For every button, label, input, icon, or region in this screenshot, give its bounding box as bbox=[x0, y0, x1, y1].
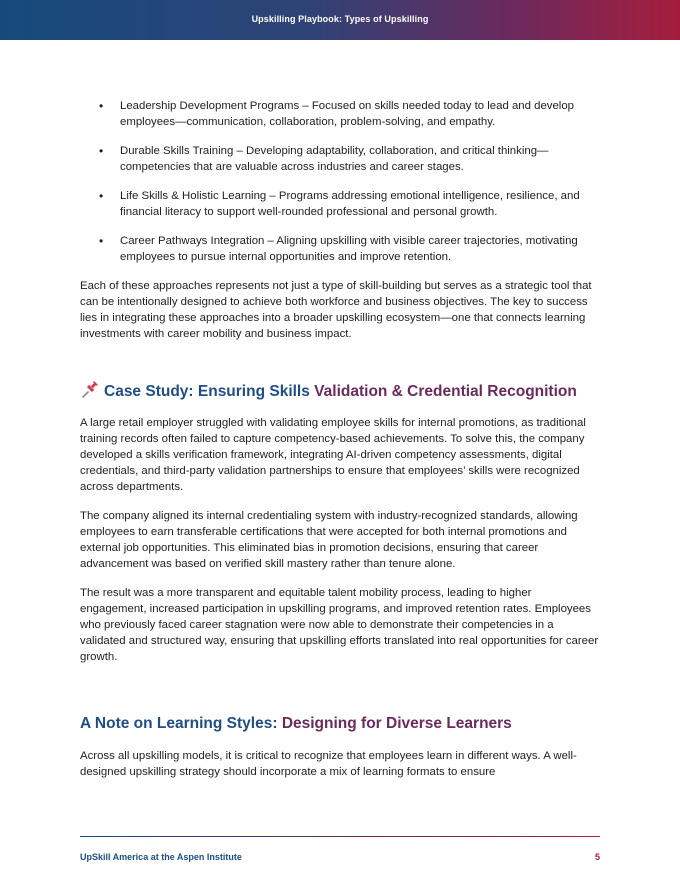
list-item-text: Durable Skills Training – Developing adaptability, collaboration, and critical thinking—competencies that are valuable across industries and career stages. bbox=[120, 145, 549, 173]
case-study-heading-part2: Validation & Credential Recognition bbox=[314, 383, 577, 400]
list-item bbox=[80, 98, 600, 130]
case-study-body bbox=[80, 415, 600, 678]
learning-styles-heading bbox=[80, 714, 620, 734]
page-number: 5 bbox=[594, 852, 600, 862]
running-header-title: Upskilling Playbook: Types of Upskilling bbox=[251, 14, 429, 24]
intro-section bbox=[80, 98, 600, 355]
case-study-heading-part1: Case Study: Ensuring Skills bbox=[104, 383, 315, 400]
list-item-text: Leadership Development Programs – Focused on skills needed today to lead and develop employees—communication, collaboration, problem-solving, and empathy. bbox=[120, 100, 575, 128]
case-study-paragraph: The result was a more transparent and equitable talent mobility process, leading to higher engagement, increased participation in upskilling programs, and improved retention rates. Employees who previously faced career stagnation were now able to demonstrate their competencies in a validated and structured way, ensuring that upskilling efforts translated into real opportunities for career growth. bbox=[80, 587, 599, 663]
upskilling-types-list bbox=[80, 98, 600, 265]
learning-styles-heading-part1: A Note on Learning Styles: bbox=[80, 715, 282, 732]
learning-styles-body bbox=[80, 748, 600, 793]
list-item-text: Life Skills & Holistic Learning – Programs addressing emotional intelligence, resilience, and financial literacy to support well-rounded professional and personal growth. bbox=[120, 190, 580, 218]
learning-styles-paragraph: Across all upskilling models, it is critical to recognize that employees learn in different ways. A well-designed upskilling strategy should incorporate a mix of learning formats to ensure bbox=[80, 750, 577, 778]
bullet-icon: • bbox=[99, 99, 104, 113]
bullet-icon: • bbox=[99, 144, 104, 158]
case-study-heading bbox=[80, 381, 620, 402]
learning-styles-heading-part2: Designing for Diverse Learners bbox=[281, 715, 512, 732]
bullet-icon: • bbox=[99, 189, 104, 203]
list-item bbox=[80, 233, 600, 265]
bullet-icon: • bbox=[99, 234, 104, 248]
case-study-paragraph: A large retail employer struggled with validating employee skills for internal promotions, as traditional training records often failed to capture competency-based achievements. To solve this, the company developed a skills verification framework, integrating AI-driven competency assessments, digital credentials, and third-party validation partnerships to ensure that employees’ skills were recognized across departments. bbox=[80, 417, 586, 493]
footer-organization: UpSkill America at the Aspen Institute bbox=[80, 852, 242, 862]
case-study-paragraph: The company aligned its internal credentialing system with industry-recognized standards, allowing employees to earn transferable certifications that were accepted for both internal promotions and external job opportunities. This eliminated bias in promotion decisions, ensuring that career advancement was based on verified skill mastery rather than tenure alone. bbox=[80, 510, 578, 570]
list-item bbox=[80, 143, 600, 175]
summary-paragraph: Each of these approaches represents not just a type of skill-building but serves as a strategic tool that can be intentionally designed to achieve both workforce and business objectives. The key to success lies in integrating these approaches into a broader upskilling ecosystem—one that connects learning investments with career mobility and business impact. bbox=[80, 280, 592, 340]
pushpin-icon bbox=[80, 381, 100, 399]
footer-divider bbox=[80, 836, 600, 837]
list-item bbox=[80, 188, 600, 220]
list-item-text: Career Pathways Integration – Aligning upskilling with visible career trajectories, motivating employees to pursue internal opportunities and improve retention. bbox=[120, 235, 578, 263]
